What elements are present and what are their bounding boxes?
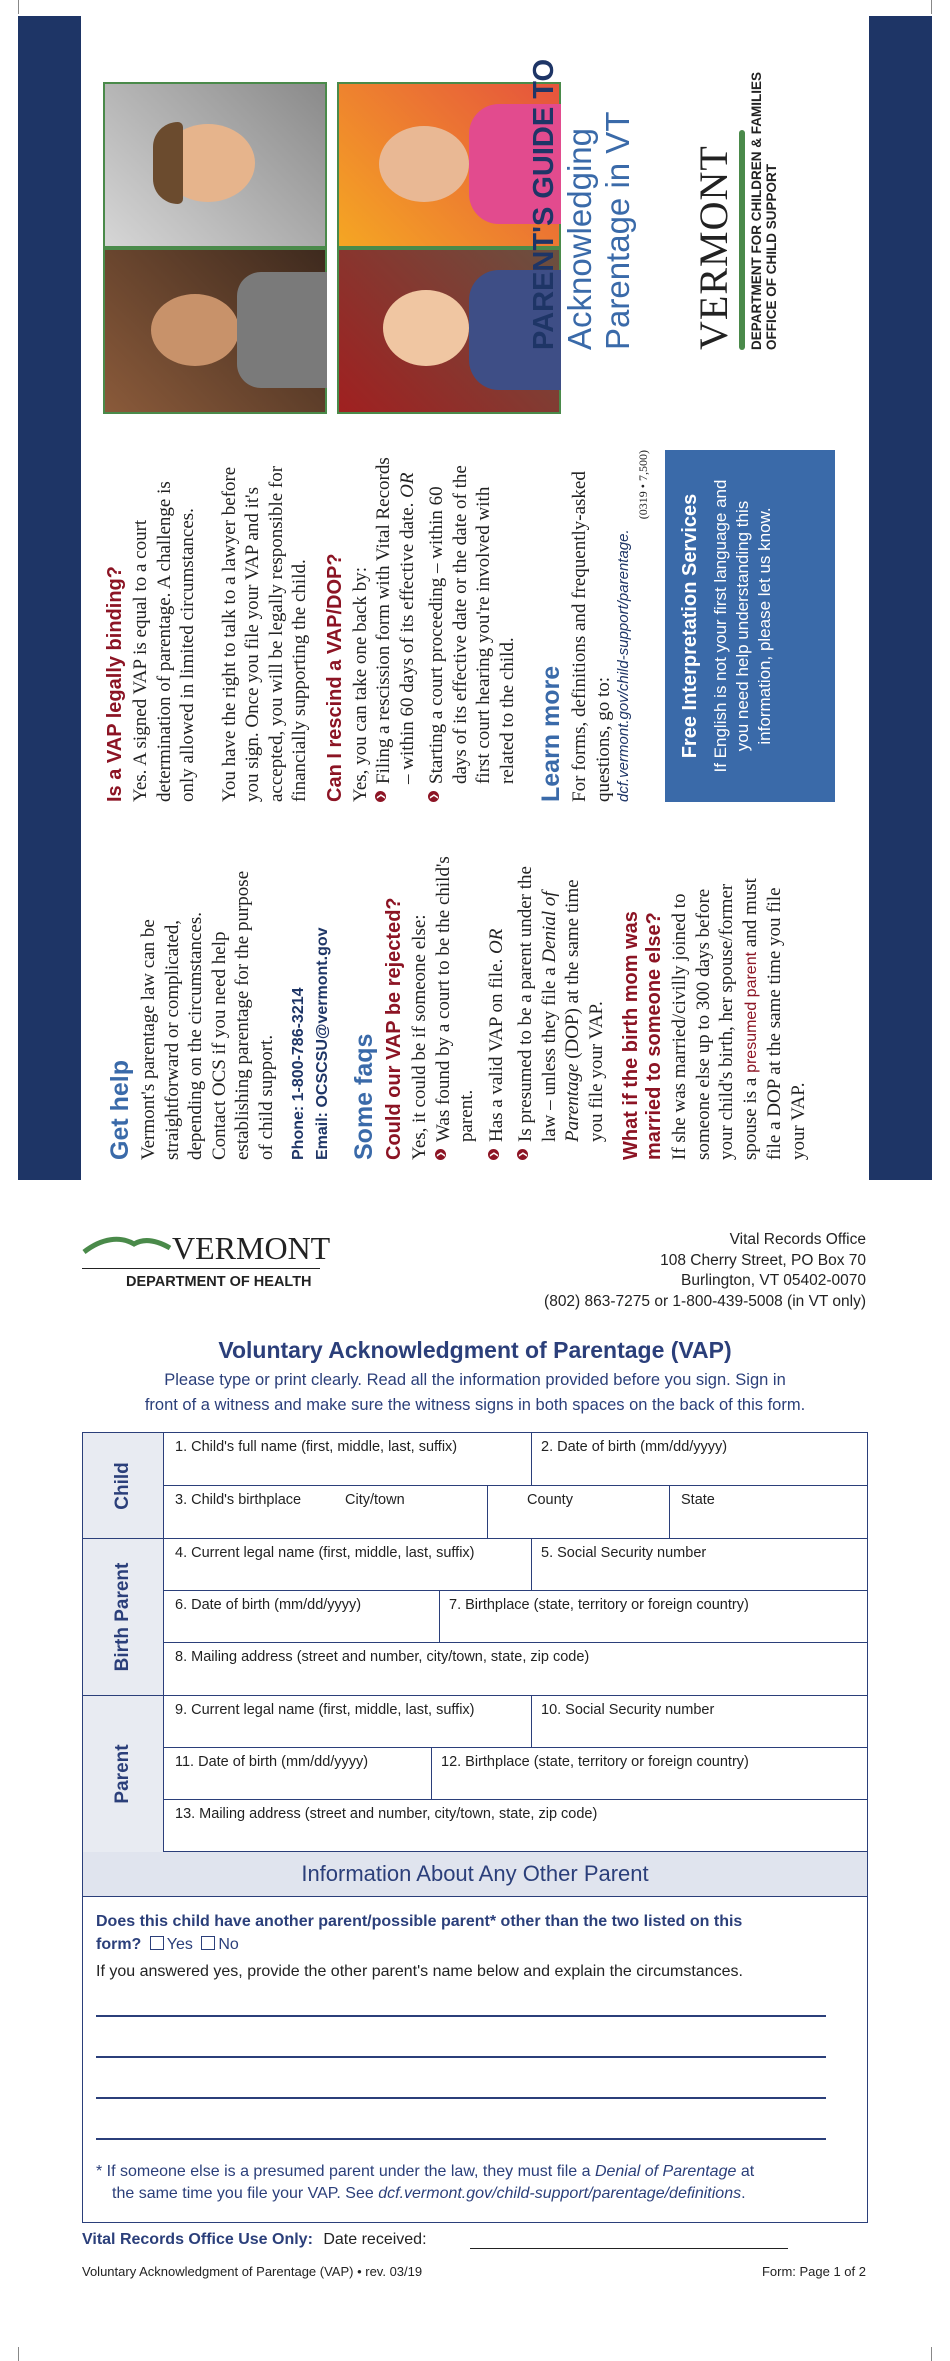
- footnote-line-2: [112, 2185, 746, 2203]
- faq-answer-intro: Yes, it could be if someone else:: [409, 914, 430, 1160]
- faq-answer-rescind-intro: Yes, you can take one back by:: [349, 567, 371, 802]
- field-parent-name[interactable]: 9. Current legal name (first, middle, last, suffix): [175, 1702, 475, 1718]
- write-in-line[interactable]: [96, 2015, 826, 2017]
- grid-line: [431, 1747, 432, 1799]
- doh-logo-text: VERMONT: [172, 1230, 331, 1266]
- faq-bullet-text: Filing a rescission form with Vital Records – within 60 days of its effective date.: [373, 457, 418, 784]
- faq-question-rescind: Can I rescind a VAP/DOP?: [323, 553, 346, 802]
- field-parent-dob[interactable]: 11. Date of birth (mm/dd/yyyy): [175, 1754, 369, 1770]
- office-address: [544, 1230, 866, 1312]
- other-parent-heading: Information About Any Other Parent: [301, 1861, 649, 1886]
- office-use-label: Vital Records Office Use Only:: [82, 2231, 313, 2248]
- guide-title-line3: Parentage in VT: [599, 111, 636, 350]
- question-form-word: form?: [96, 1936, 142, 1953]
- grid-line: [439, 1590, 440, 1642]
- grid-line: [531, 1433, 532, 1485]
- footnote-text: .: [741, 2185, 746, 2202]
- boy-hair-shape: [153, 122, 183, 204]
- field-child-dob[interactable]: 2. Date of birth (mm/dd/yyyy): [541, 1439, 728, 1455]
- footnote-text: * If someone else is a presumed parent under the law, they must file a: [96, 2163, 595, 2180]
- definitions-link[interactable]: dcf.vermont.gov/child-support/parentage/definitions: [378, 2185, 742, 2202]
- print-code: (0319 • 7,500): [636, 450, 650, 520]
- interpretation-body: If English is not your first language and you need help understanding this information, please let us know.: [711, 479, 774, 773]
- doh-logo: [82, 1230, 332, 1300]
- office-street: 108 Cherry Street, PO Box 70: [660, 1251, 866, 1269]
- faq-answer-binding: Yes. A signed VAP is equal to a court determination of parentage. A challenge is only allowed in limited circumstances.: [130, 481, 198, 802]
- learn-more-body: For forms, definitions and frequently-asked questions, go to:: [569, 471, 614, 802]
- office-name: Vital Records Office: [729, 1231, 866, 1248]
- doh-dept-text: DEPARTMENT OF HEALTH: [126, 1274, 312, 1290]
- interpretation-wrap: [665, 450, 835, 802]
- form-instructions-1: Please type or print clearly. Read all the information provided before you sign. Sign in: [164, 1371, 786, 1389]
- write-in-line[interactable]: [96, 2097, 826, 2099]
- write-in-line[interactable]: [96, 2056, 826, 2058]
- section-child: [83, 1433, 164, 1538]
- presumed-parent-text: presumed parent: [742, 951, 760, 1073]
- guide-title-line2: Acknowledging: [561, 128, 598, 350]
- woman-scarf-icon: [151, 294, 239, 366]
- write-in-line[interactable]: [96, 2138, 826, 2140]
- dcf-leaf-icon: [739, 130, 745, 350]
- field-child-county[interactable]: County: [527, 1492, 573, 1508]
- form-footer-right: Form: Page 1 of 2: [761, 2264, 866, 2279]
- brochure-bottom-band: [869, 16, 932, 1180]
- faq-answer-lawyer: You have the right to talk to a lawyer before you sign. Once you file your VAP and it's accepted, you will be legally responsible for financially supporting the child.: [218, 465, 310, 802]
- arrow-bullet-icon: ❯: [517, 1149, 528, 1160]
- brochure-rotated: [18, 16, 932, 1180]
- footnote-italic: Denial of Parentage: [594, 2163, 737, 2180]
- guide-title-line1: PARENT'S GUIDE TO: [528, 58, 560, 350]
- section-parent-label: Parent: [112, 1744, 133, 1804]
- field-child-birthplace-label: 3. Child's birthplace: [175, 1492, 302, 1508]
- crop-mark: [931, 2347, 932, 2361]
- section-birth-parent: [83, 1539, 164, 1695]
- office-phone: (802) 863-7275 or 1-800-439-5008 (in VT only): [544, 1292, 866, 1310]
- get-help-body: Vermont's parentage law can be straightforward or complicated, depending on the circumstances. Contact OCS if you need help establishing parentage for the purpose of child support.: [138, 870, 277, 1160]
- faq-answer-text: and must file a DOP at the same time you file your VAP.: [739, 878, 809, 1160]
- learn-more-link[interactable]: dcf.vermont.gov/child-support/parentage.: [615, 529, 632, 802]
- yes-checkbox[interactable]: [150, 1936, 164, 1950]
- field-birth-parent-ssn[interactable]: 5. Social Security number: [541, 1545, 707, 1561]
- office-use-row: [82, 2231, 427, 2249]
- dcf-dept-text: DEPARTMENT FOR CHILDREN & FAMILIES: [749, 72, 764, 350]
- brochure-top-band: [18, 16, 81, 1180]
- get-help-heading: Get help: [106, 1059, 134, 1160]
- help-email[interactable]: Email: OCSCSU@vermont.gov: [314, 927, 331, 1160]
- crop-mark: [931, 0, 932, 14]
- field-parent-birthplace[interactable]: 12. Birthplace (state, territory or foreign country): [441, 1754, 749, 1770]
- dcf-office-text: OFFICE OF CHILD SUPPORT: [764, 163, 779, 350]
- field-birth-parent-address[interactable]: 8. Mailing address (street and number, city/town, state, zip code): [175, 1649, 590, 1665]
- date-received-line[interactable]: [470, 2248, 788, 2249]
- arrow-bullet-icon: ❯: [488, 1149, 499, 1160]
- arrow-bullet-icon: ❯: [428, 791, 439, 802]
- no-checkbox[interactable]: [201, 1936, 215, 1950]
- faq-bullet-text: (DOP) at the same time you file your VAP.: [562, 879, 607, 1142]
- other-parent-section: [82, 1852, 868, 2223]
- crop-mark: [18, 2347, 19, 2361]
- scarf-shape: [237, 272, 327, 388]
- brochure-column-faqs: [96, 440, 866, 812]
- arrow-bullet-icon: ❯: [435, 1149, 446, 1160]
- section-parent: [83, 1696, 164, 1852]
- field-birth-parent-birthplace[interactable]: 7. Birthplace (state, territory or foreign country): [449, 1597, 749, 1613]
- field-child-name[interactable]: 1. Child's full name (first, middle, last, suffix): [175, 1439, 458, 1455]
- girl-pink-jacket-icon: [379, 126, 469, 202]
- vap-form-grid: [82, 1432, 868, 1852]
- faq-answer-married: [668, 852, 810, 1160]
- brochure-panel: [18, 16, 932, 1180]
- other-parent-question-1: Does this child have another parent/possible parent* other than the two listed on this: [96, 1913, 743, 1930]
- faq-bullet: [425, 450, 519, 802]
- other-parent-question-2: [96, 1936, 239, 1954]
- other-parent-instruction: If you answered yes, provide the other parent's name below and explain the circumstances.: [96, 1963, 743, 1980]
- field-parent-ssn[interactable]: 10. Social Security number: [541, 1702, 715, 1718]
- office-city: Burlington, VT 05402-0070: [681, 1272, 866, 1289]
- doh-logo-rule: [82, 1268, 320, 1269]
- footnote-text: the same time you file your VAP. See: [112, 2185, 379, 2202]
- faq-question-binding: Is a VAP legally binding?: [104, 566, 126, 802]
- photo-woman-scarf: [103, 248, 327, 414]
- field-child-state[interactable]: State: [681, 1492, 715, 1508]
- dcf-logo: [690, 30, 779, 350]
- dcf-logo-text: VERMONT: [691, 145, 736, 350]
- faq-question-married: What if the birth mom was married to someone else?: [620, 911, 665, 1160]
- help-phone: Phone: 1-800-786-3214: [290, 987, 307, 1160]
- grid-line: [531, 1695, 532, 1747]
- field-child-city[interactable]: City/town: [345, 1492, 405, 1508]
- faq-italic-text: Denial of Parentage: [538, 891, 583, 1142]
- faq-bullet: [432, 852, 479, 1160]
- date-received-label: Date received:: [323, 2231, 427, 2248]
- footnote-line-1: [96, 2163, 754, 2181]
- faq-answer-text: If she was married/civilly joined to someone else up to 300 days before your child's birth, her spouse/former spouse is a: [669, 883, 761, 1160]
- faq-question-rejected: Could our VAP be rejected?: [383, 897, 405, 1160]
- faq-bullet: [514, 852, 608, 1160]
- brochure-title-block: [528, 30, 637, 350]
- form-footer-left: Voluntary Acknowledgment of Parentage (VAP) • rev. 03/19: [82, 2264, 423, 2279]
- faq-bullet-text: Is presumed to be a parent under the law – unless they file a: [515, 866, 560, 1142]
- form-instructions-2: front of a witness and make sure the witness signs in both spaces on the back of this form.: [144, 1396, 806, 1414]
- learn-more-heading: Learn more: [537, 665, 565, 802]
- faq-bullet-text: Starting a court proceeding – within 60 days of its effective date or the date of the first court hearing you're involved with related to the child.: [426, 465, 518, 784]
- faq-or-text: OR: [485, 928, 507, 954]
- faqs-heading: Some faqs: [350, 1033, 378, 1160]
- field-birth-parent-dob[interactable]: 6. Date of birth (mm/dd/yyyy): [175, 1597, 362, 1613]
- interpretation-box: [665, 450, 835, 802]
- section-child-label: Child: [112, 1461, 133, 1510]
- faq-or-text: OR: [396, 472, 418, 498]
- field-parent-address[interactable]: 13. Mailing address (street and number, city/town, state, zip code): [175, 1806, 598, 1822]
- vermont-mountain-icon: [82, 1232, 172, 1256]
- footnote-text: at: [736, 2163, 755, 2180]
- yes-label: Yes: [166, 1936, 193, 1953]
- faq-bullet-text: Has a valid VAP on file.: [485, 953, 507, 1142]
- grid-line: [487, 1485, 488, 1538]
- crop-mark: [18, 0, 19, 14]
- no-label: No: [218, 1936, 239, 1953]
- faq-bullet: [485, 852, 509, 1160]
- arrow-bullet-icon: ❯: [375, 791, 386, 802]
- grid-line: [531, 1538, 532, 1590]
- toddler-surprised-icon: [383, 290, 469, 366]
- photo-boy-smiling: [103, 82, 327, 248]
- field-birth-parent-name[interactable]: 4. Current legal name (first, middle, last, suffix): [175, 1545, 475, 1561]
- interpretation-heading: Free Interpretation Services: [679, 493, 701, 759]
- grid-line: [669, 1485, 670, 1538]
- faq-bullet-text: Was found by a court to be the child's parent.: [432, 856, 477, 1142]
- brochure-column-help: [96, 842, 866, 1180]
- faq-bullet: [372, 450, 419, 802]
- form-title: Voluntary Acknowledgment of Parentage (VAP): [218, 1337, 732, 1363]
- section-birth-parent-label: Birth Parent: [112, 1562, 133, 1672]
